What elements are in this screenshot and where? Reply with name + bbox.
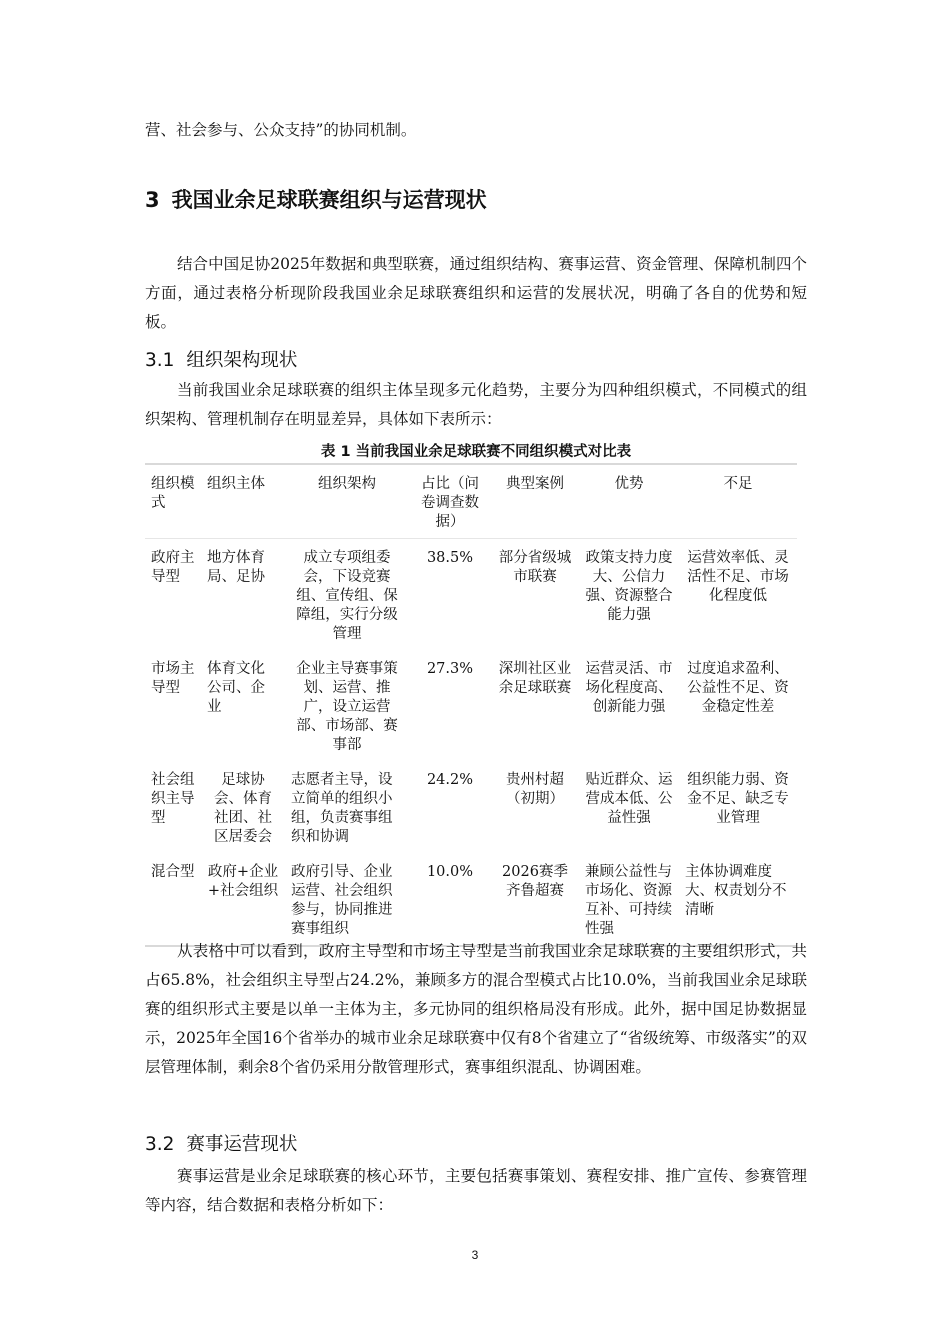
table-cell: 成立专项组委会，下设竞赛组、宣传组、保障组，实行分级管理 [296, 550, 398, 642]
intro-tail-text: 营、社会参与、公众支持”的协同机制。 [145, 121, 417, 139]
table-cell: 24.2% [426, 772, 474, 788]
table-cell: 27.3% [426, 661, 474, 677]
table-cell: 运营效率低、灵活性不足、市场化程度低 [687, 550, 789, 604]
table-cell: 过度追求盈利、公益性不足、资金稳定性差 [687, 661, 789, 715]
table-cell: 部分省级城市联赛 [498, 550, 572, 585]
table-cell: 主体协调难度大、权责划分不清晰 [679, 853, 797, 946]
section-3-1-title: 组织架构现状 [186, 350, 298, 371]
table-cell: 38.5% [426, 550, 474, 566]
table-cell: 政策支持力度大、公信力强、资源整合能力强 [585, 550, 673, 623]
section-3-1-paragraph: 当前我国业余足球联赛的组织主体呈现多元化趋势，主要分为四种组织模式，不同模式的组织架构、管理机制存在明显差异，具体如下表所示： [145, 381, 807, 428]
table-cell: 体育文化公司、企业 [207, 661, 265, 715]
section-3-number: 3 [145, 188, 160, 212]
table-cell: 企业主导赛事策划、运营、推广，设立运营部、市场部、赛事部 [296, 661, 398, 753]
table-row [145, 761, 797, 853]
section-3-title: 我国业余足球联赛组织与运营现状 [171, 188, 487, 212]
table-cell: 兼顾公益性与市场化、资源互补、可持续性强 [579, 853, 679, 946]
table-cell: 运营灵活、市场化程度高、创新能力强 [585, 661, 673, 715]
organization-mode-table [145, 463, 797, 947]
header-cell: 优势 [579, 464, 679, 539]
section-3-2-number: 3.2 [145, 1134, 175, 1155]
section-3-2-title: 赛事运营现状 [186, 1134, 298, 1155]
table-cell: 足球协会、体育社团、社区居委会 [214, 772, 272, 845]
table-cell: 地方体育局、足协 [207, 550, 265, 585]
table-cell: 10.0% [409, 853, 491, 946]
header-cell: 典型案例 [491, 464, 579, 539]
header-cell: 组织模式 [145, 464, 201, 539]
table-cell: 志愿者主导，设立简单的组织小组，负责赛事组织和协调 [291, 772, 393, 845]
section-3-1-number: 3.1 [145, 350, 175, 371]
header-cell: 占比（问卷调查数据） [409, 464, 491, 539]
section-3-2-heading [145, 1130, 297, 1156]
analysis-paragraph: 从表格中可以看到，政府主导型和市场主导型是当前我国业余足球联赛的主要组织形式，共占65.8%，社会组织主导型占24.2%，兼顾多方的混合型模式占比10.0%，当前我国业余足球联赛的组织形式主要是以单一主体为主，多元协同的组织格局没有形成。此外，据中国足协数据显示，2025年全国16个省举办的城市业余足球联赛中仅有8个省建立了“省级统筹、市级落实”的双层管理体制，剩余8个省仍采用分散管理形式，赛事组织混乱、协调困难。 [145, 942, 807, 1076]
table-header-row [145, 464, 797, 539]
table-cell: 混合型 [145, 853, 201, 946]
section-3-1-heading [145, 346, 297, 372]
table-row [145, 853, 797, 946]
section-3-paragraph: 结合中国足协2025年数据和典型联赛，通过组织结构、赛事运营、资金管理、保障机制四个方面，通过表格分析现阶段我国业余足球联赛组织和运营的发展状况，明确了各自的优势和短板。 [145, 255, 807, 331]
table-cell: 组织能力弱、资金不足、缺乏专业管理 [687, 772, 789, 826]
section-3-2-paragraph: 赛事运营是业余足球联赛的核心环节，主要包括赛事策划、赛程安排、推广宣传、参赛管理等内容，结合数据和表格分析如下： [145, 1167, 807, 1214]
table-cell: 深圳社区业余足球联赛 [498, 661, 572, 696]
table-cell: 市场主导型 [151, 661, 195, 696]
table-cell: 贴近群众、运营成本低、公益性强 [585, 772, 673, 826]
header-cell: 组织架构 [285, 464, 409, 539]
header-cell: 不足 [679, 464, 797, 539]
table-cell: 政府主导型 [151, 550, 195, 585]
table-cell: 政府+企业+社会组织 [201, 853, 285, 946]
section-3-heading [145, 184, 487, 214]
table-row [145, 539, 797, 651]
table-1-caption: 表 1 当前我国业余足球联赛不同组织模式对比表 [320, 444, 632, 460]
table-cell: 社会组织主导型 [151, 772, 195, 826]
table-cell: 政府引导、企业运营、社会组织参与，协同推进赛事组织 [285, 853, 409, 946]
table-cell: 贵州村超（初期） [506, 772, 564, 807]
table-cell: 2026赛季齐鲁超赛 [491, 853, 579, 946]
page-number: 3 [471, 1248, 479, 1262]
table-row [145, 650, 797, 761]
header-cell: 组织主体 [201, 464, 285, 539]
